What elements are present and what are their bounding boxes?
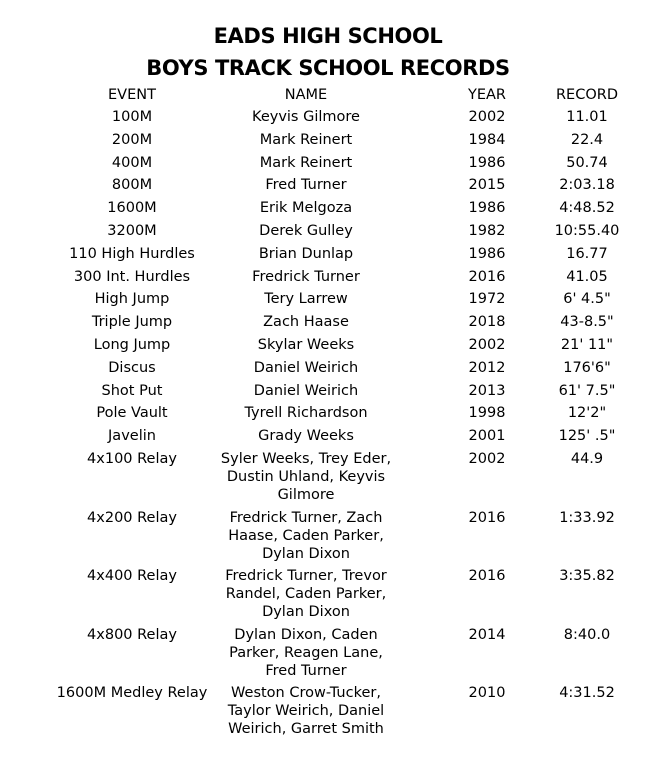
school-title: EADS HIGH SCHOOL: [213, 24, 443, 48]
year-cell: 1998: [468, 405, 506, 422]
header-event: EVENT: [108, 87, 156, 103]
name-cell: Syler Weeks, Trey Eder, Dustin Uhland, Keyvis Gilmore: [220, 450, 392, 503]
record-cell: 16.77: [566, 245, 608, 262]
record-cell: 3:35.82: [559, 568, 615, 585]
year-cell: 1982: [468, 222, 506, 239]
record-cell: 8:40.0: [563, 626, 611, 643]
header-record: RECORD: [555, 87, 618, 103]
record-cell: 4:31.52: [559, 685, 615, 702]
year-cell: 2016: [468, 268, 506, 285]
header-year: YEAR: [467, 87, 506, 103]
name-cell: Daniel Weirich: [253, 359, 359, 376]
table-row: [0, 199, 656, 222]
record-cell: 12'2": [567, 405, 607, 422]
name-cell: Tery Larrew: [264, 291, 348, 308]
table-row: [0, 222, 656, 245]
table-row: [0, 450, 656, 509]
event-cell: Discus: [108, 359, 156, 376]
year-cell: 1986: [468, 245, 506, 262]
event-cell: 400M: [111, 154, 153, 171]
event-cell: Triple Jump: [91, 314, 173, 331]
event-cell: 110 High Hurdles: [69, 245, 195, 262]
name-cell: Fredrick Turner, Zach Haase, Caden Parker, Dylan Dixon: [228, 509, 384, 562]
record-cell: 50.74: [566, 154, 608, 171]
event-cell: 4x400 Relay: [87, 568, 177, 585]
name-cell: Fred Turner: [265, 177, 347, 194]
table-row: [0, 154, 656, 177]
table-row: [0, 176, 656, 199]
event-cell: Javelin: [108, 428, 156, 445]
table-row: [0, 404, 656, 427]
event-cell: Long Jump: [93, 336, 171, 353]
record-cell: 1:33.92: [559, 509, 615, 526]
table-row: [0, 313, 656, 336]
event-cell: 3200M: [107, 222, 157, 239]
name-cell: Dylan Dixon, Caden Parker, Reagen Lane, Fred Turner: [229, 626, 383, 679]
year-cell: 2002: [468, 336, 506, 353]
year-cell: 2014: [468, 626, 506, 643]
event-cell: 1600M Medley Relay: [56, 685, 208, 702]
record-cell: 2:03.18: [559, 177, 615, 194]
name-cell: Tyrell Richardson: [244, 405, 368, 422]
record-cell: 4:48.52: [559, 200, 615, 217]
year-cell: 2001: [468, 428, 506, 445]
name-cell: Weston Crow-Tucker, Taylor Weirich, Daniel Weirich, Garret Smith: [227, 685, 385, 738]
header-name: NAME: [284, 87, 328, 103]
table-row: [0, 382, 656, 405]
event-cell: High Jump: [94, 291, 170, 308]
records-title: BOYS TRACK SCHOOL RECORDS: [146, 56, 510, 80]
year-cell: 1984: [468, 131, 506, 148]
record-cell: 41.05: [566, 268, 608, 285]
year-cell: 2016: [468, 568, 506, 585]
table-row: [0, 684, 656, 743]
event-cell: 100M: [111, 109, 153, 125]
name-cell: Skylar Weeks: [257, 336, 355, 353]
record-cell: 176'6": [563, 359, 611, 376]
table-row: [0, 290, 656, 313]
name-cell: Fredrick Turner, Trevor Randel, Caden Parker, Dylan Dixon: [225, 568, 387, 621]
record-cell: 6' 4.5": [563, 291, 611, 308]
name-cell: Mark Reinert: [259, 131, 353, 148]
name-cell: Fredrick Turner: [252, 268, 360, 285]
name-cell: Brian Dunlap: [258, 245, 354, 262]
table-header: [0, 86, 656, 108]
table-row: [0, 336, 656, 359]
record-cell: 22.4: [570, 131, 604, 148]
table-row: [0, 359, 656, 382]
year-cell: 2010: [468, 685, 506, 702]
year-cell: 1972: [468, 291, 506, 308]
table-row: [0, 427, 656, 450]
table-row: [0, 268, 656, 291]
records-table: [0, 86, 656, 743]
table-row: [0, 131, 656, 154]
year-cell: 2012: [468, 359, 506, 376]
year-cell: 1986: [468, 154, 506, 171]
name-cell: Mark Reinert: [259, 154, 353, 171]
event-cell: Shot Put: [101, 382, 163, 399]
record-cell: 44.9: [570, 450, 604, 467]
record-cell: 125' .5": [558, 428, 616, 445]
year-cell: 1986: [468, 200, 506, 217]
event-cell: 4x100 Relay: [87, 450, 177, 467]
event-cell: 300 Int. Hurdles: [73, 268, 191, 285]
table-row: [0, 509, 656, 568]
name-cell: Daniel Weirich: [253, 382, 359, 399]
record-cell: 10:55.40: [554, 222, 620, 239]
name-cell: Zach Haase: [263, 314, 349, 331]
table-row: [0, 108, 656, 131]
table-row: [0, 567, 656, 626]
name-cell: Derek Gulley: [259, 222, 353, 239]
year-cell: 2002: [468, 109, 506, 125]
year-cell: 2013: [468, 382, 506, 399]
record-cell: 11.01: [566, 109, 608, 125]
event-cell: Pole Vault: [96, 405, 168, 422]
event-cell: 1600M: [107, 200, 157, 217]
event-cell: 4x800 Relay: [87, 626, 177, 643]
table-row: [0, 245, 656, 268]
record-cell: 61' 7.5": [558, 382, 616, 399]
year-cell: 2015: [468, 177, 506, 194]
table-row: [0, 626, 656, 685]
record-cell: 43-8.5": [560, 314, 614, 331]
event-cell: 200M: [111, 131, 153, 148]
name-cell: Erik Melgoza: [259, 200, 353, 217]
name-cell: Grady Weeks: [258, 428, 354, 445]
year-cell: 2018: [468, 314, 506, 331]
record-cell: 21' 11": [560, 336, 614, 353]
event-cell: 800M: [111, 177, 153, 194]
year-cell: 2016: [468, 509, 506, 526]
name-cell: Keyvis Gilmore: [252, 109, 360, 125]
event-cell: 4x200 Relay: [87, 509, 177, 526]
year-cell: 2002: [468, 450, 506, 467]
